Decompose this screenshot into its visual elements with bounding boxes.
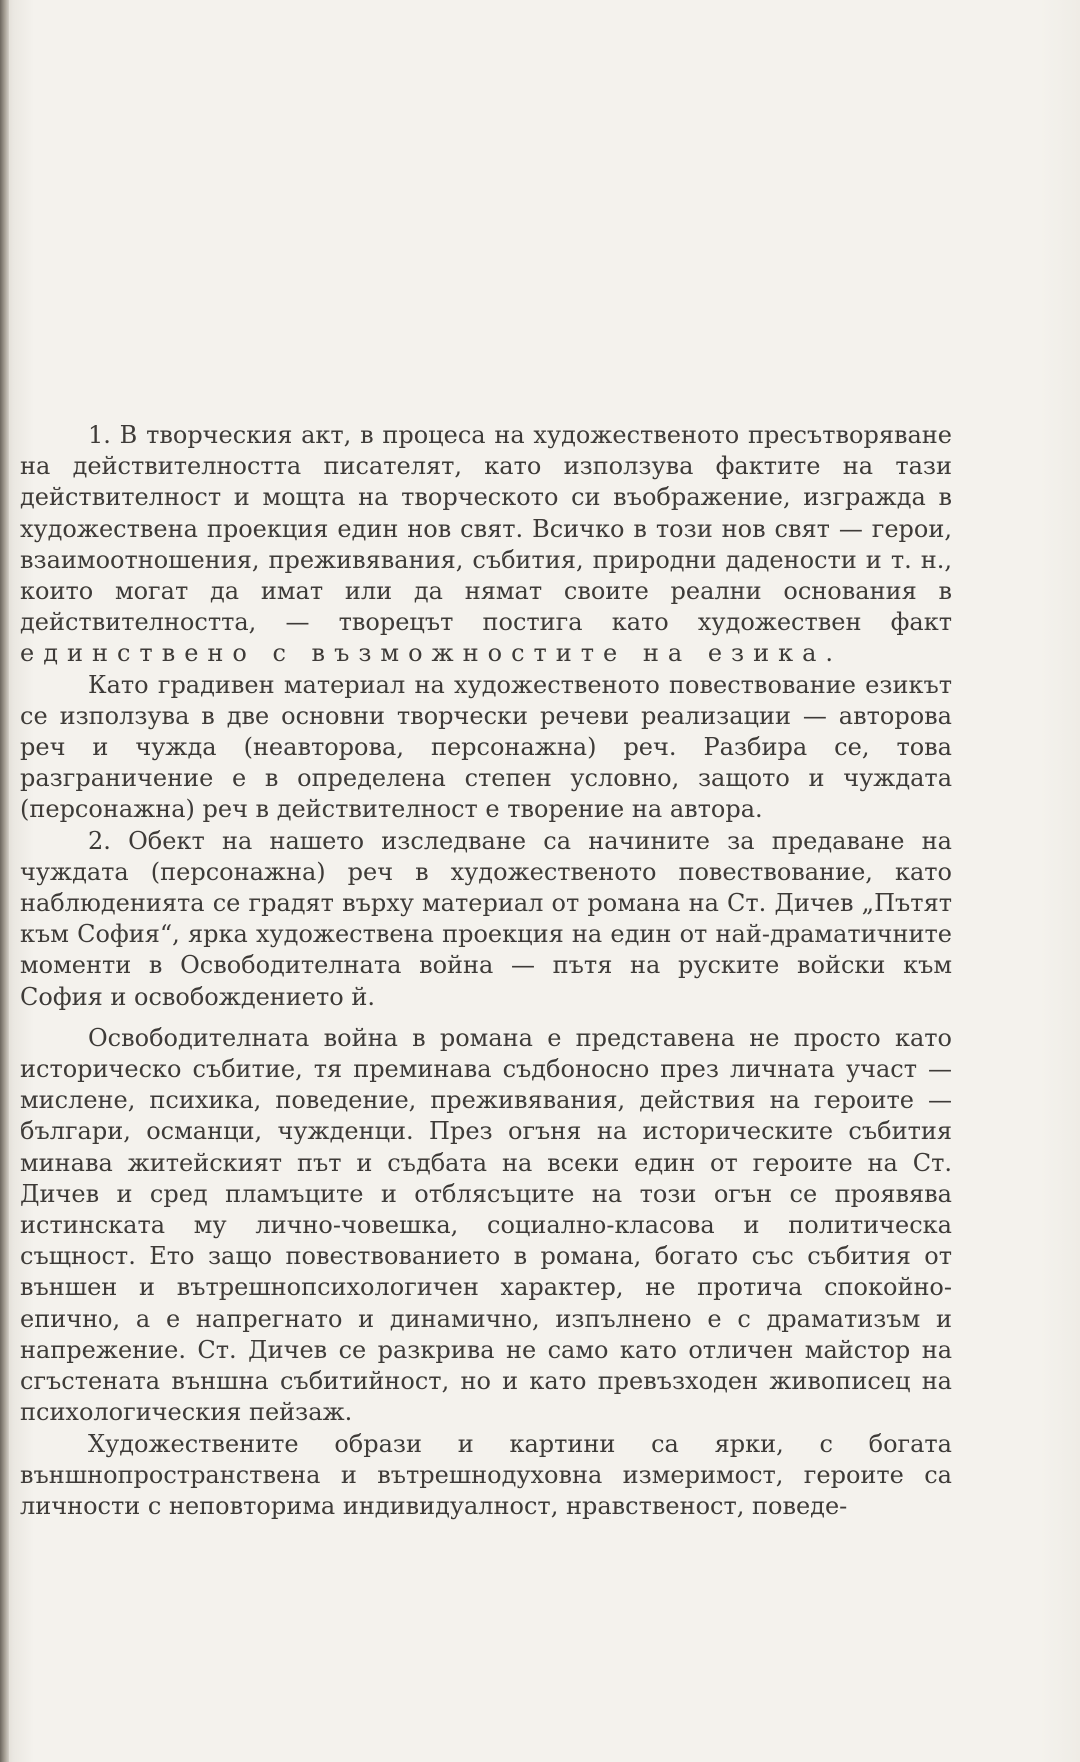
paragraph-1: [20, 420, 952, 670]
paragraph-1-text: 1. В творческия акт, в процеса на художественото пресътворяване на действителността писателят, като използува фактите на тази действителност и мощта на творческото си въображение, изгражда в художествена проекция един нов свят. Всичко в този нов свят — герои, взаимоотношения, преживявания, събития, природни дадености и т. н., които могат да имат или да нямат своите реални основания в действителността, — творецът постига като художествен факт: [20, 421, 952, 637]
paragraph-5: Художествените образи и картини са ярки, с богата външнопространствена и вътрешнодуховна измеримост, героите са личности с неповторима индивидуалност, нравственост, поведе-: [20, 1429, 952, 1520]
paragraph-3: 2. Обект на нашето изследване са начините за предаване на чуждата (персонажна) реч в художественото повествование, като наблюденията се градят върху материал от романа на Ст. Дичев „Пътят към София“, ярка художествена проекция на един от най-драматичните моменти в Освободителната война — пътя на руските войски към София и освобождението й.: [20, 826, 952, 1011]
paragraph-2: Като градивен материал на художественото повествование езикът се използува в две основни творчески речеви реализации — авторова реч и чужда (неавторова, персонажна) реч. Разбира се, това разграничение е в определена степен условно, защото и чуждата (персонажна) реч в действителност е творение на автора.: [20, 670, 952, 824]
paragraph-1-end: .: [825, 639, 834, 668]
paragraph-4: Освободителната война в романа е представена не просто като историческо събитие, тя преминава съдбоносно през личната участ — мислене, психика, поведение, преживявания, действия на героите — българи, османци, чужденци. През огъня на историческите събития минава житейският път и съдбата на всеки един от героите на Ст. Дичев и сред пламъците и отблясъците на този огън се проявява истинската му лично-човешка, социално-класова и политическа същност. Ето защо повествованието в романа, богато със събития от външен и вътрешнопсихологичен характер, не протича спокойно-епично, а е напрегнато и динамично, изпълнено е с драматизъм и напрежение. Ст. Дичев се разкрива не само като отличен майстор на сгъстената външна събитийност, но и като превъзходен живописец на психологическия пейзаж.: [20, 1023, 952, 1427]
spaced-emphasis: единствено с възможностите на езика: [20, 639, 826, 668]
page-spine-shadow: [0, 0, 9, 1762]
body-text: [20, 420, 952, 1522]
